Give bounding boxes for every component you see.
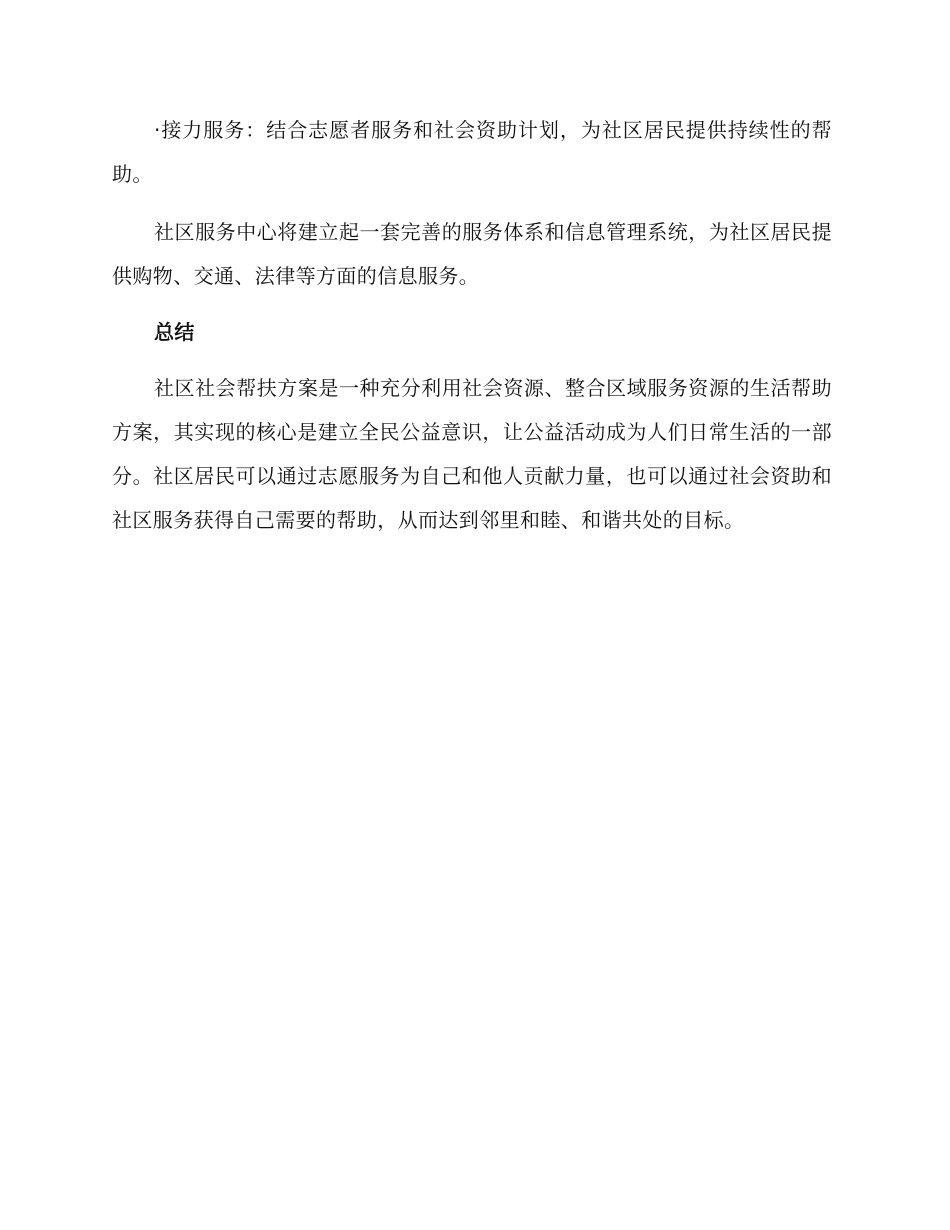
section-heading-summary: 总结 bbox=[154, 320, 195, 344]
paragraph-service-center: 社区服务中心将建立起一套完善的服务体系和信息管理系统，为社区居民提供购物、交通、法律等方面的信息服务。 bbox=[112, 220, 832, 288]
paragraph-relay-service: ·接力服务：结合志愿者服务和社会资助计划，为社区居民提供持续性的帮助。 bbox=[112, 118, 832, 186]
document-body bbox=[112, 108, 832, 542]
paragraph-summary: 社区社会帮扶方案是一种充分利用社会资源、整合区域服务资源的生活帮助方案，其实现的核心是建立全民公益意识，让公益活动成为人们日常生活的一部分。社区居民可以通过志愿服务为自己和他人贡献力量，也可以通过社会资助和社区服务获得自己需要的帮助，从而达到邻里和睦、和谐共处的目标。 bbox=[112, 376, 832, 532]
